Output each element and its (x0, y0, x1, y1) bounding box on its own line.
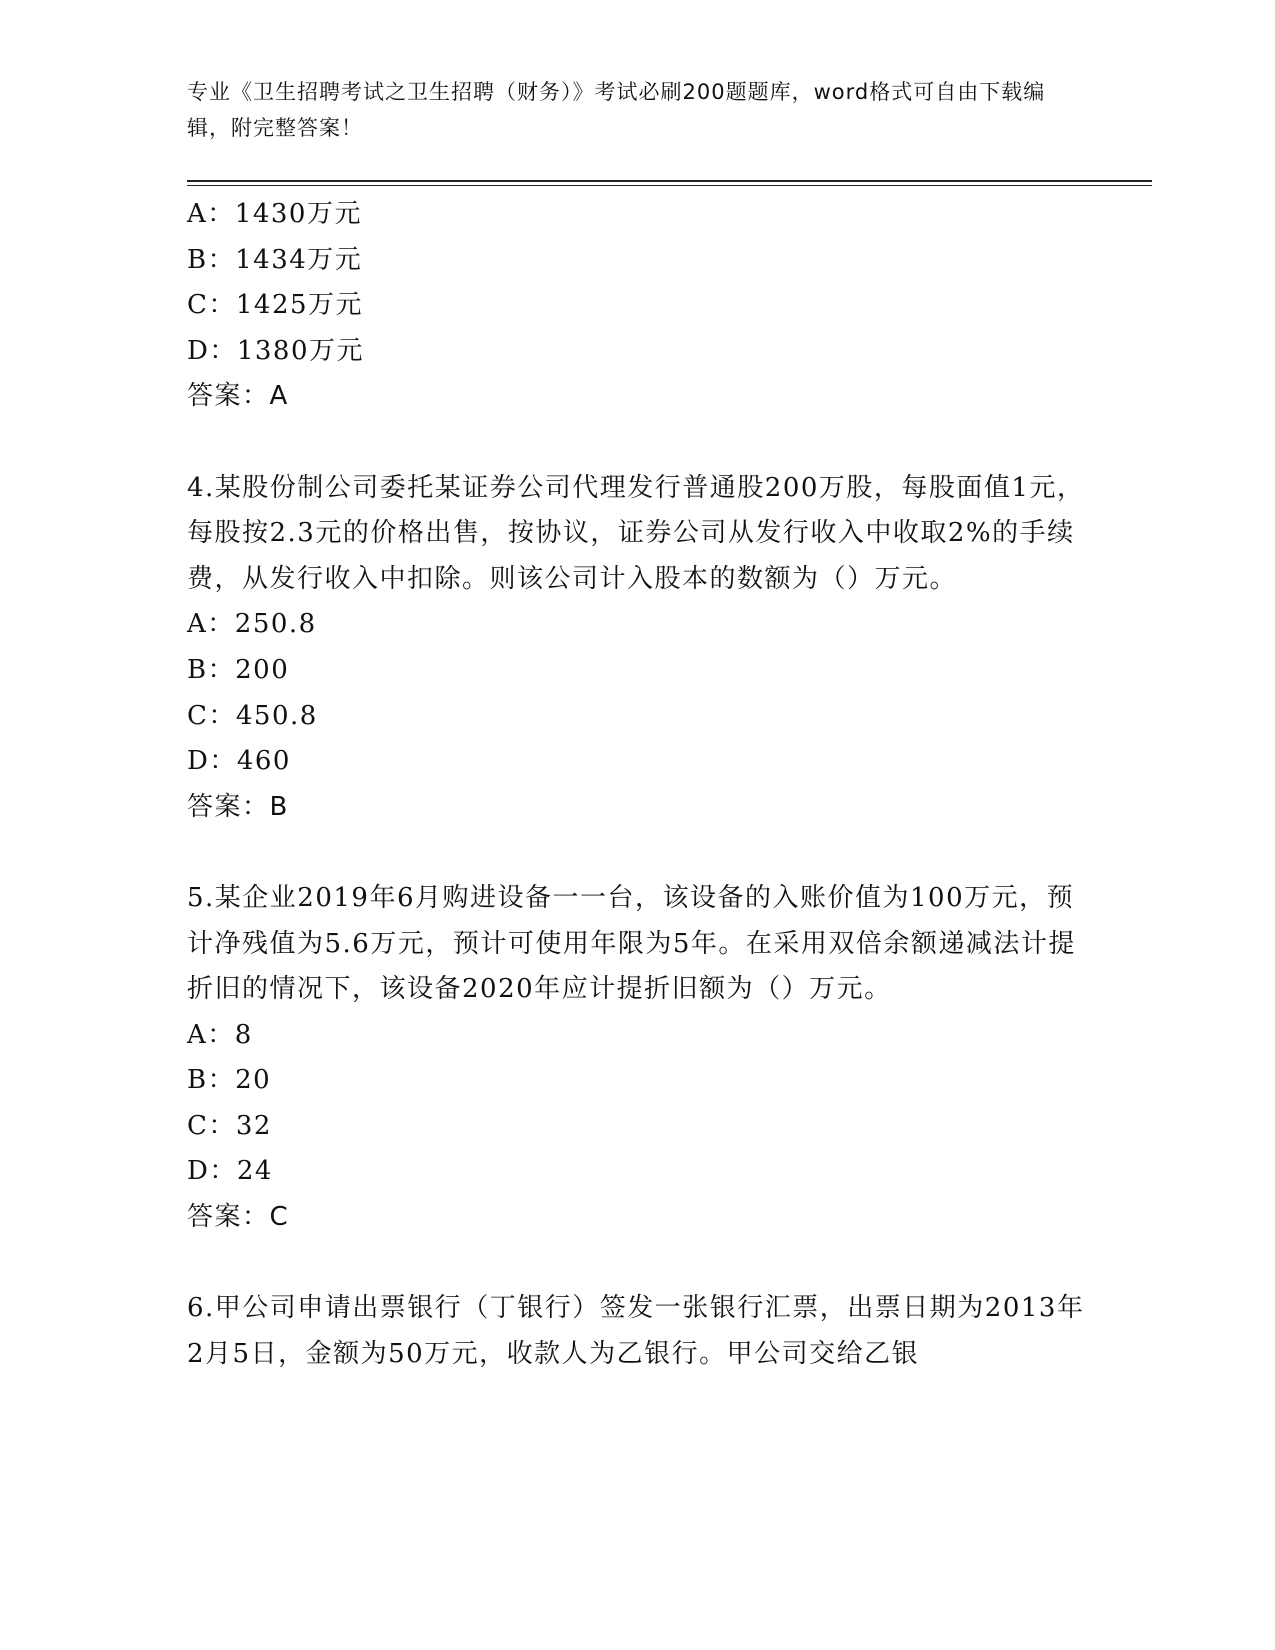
q5-option-c: C：32 (187, 1110, 272, 1141)
spacer (187, 1241, 1087, 1287)
q3-option-d: D：1380万元 (187, 335, 365, 366)
q4-option-b: B：200 (187, 654, 290, 685)
header-rule-thick (187, 180, 1152, 182)
q5-stem: 5.某企业2019年6月购进设备一一台，该设备的入账价值为100万元，预计净残值为5.6万元，预计可使用年限为5年。在采用双倍余额递减法计提折旧的情况下，该设备2020年应计提折旧额为（）万元。 (187, 882, 1076, 1005)
q5-option-d: D：24 (187, 1156, 273, 1187)
q3-answer: 答案：A (187, 381, 289, 412)
q5-option-b: B：20 (187, 1065, 272, 1096)
q4-option-d: D：460 (187, 746, 291, 777)
question-4 (187, 466, 1087, 831)
q4-answer: 答案：B (187, 791, 289, 822)
q4-option-a: A：250.8 (187, 609, 317, 640)
document-body (187, 192, 1087, 1377)
spacer (187, 830, 1087, 876)
q3-option-a: A：1430万元 (187, 199, 362, 229)
q5-answer: 答案：C (187, 1202, 290, 1233)
document-header (187, 74, 1067, 146)
q6-stem: 6.甲公司申请出票银行（丁银行）签发一张银行汇票，出票日期为2013年2月5日，金额为50万元，收款人为乙银行。甲公司交给乙银 (187, 1293, 1085, 1369)
spacer (187, 420, 1087, 466)
q3-option-b: B：1434万元 (187, 244, 363, 275)
q3-option-c: C：1425万元 (187, 290, 364, 321)
header-rule-thin (187, 185, 1152, 186)
q5-option-a: A：8 (187, 1019, 253, 1050)
question-3 (187, 192, 1087, 420)
header-title: 专业《卫生招聘考试之卫生招聘（财务）》考试必刷200题题库，word格式可自由下载编辑，附完整答案！ (187, 80, 1046, 140)
question-6 (187, 1286, 1087, 1377)
q4-option-c: C：450.8 (187, 700, 318, 731)
question-5 (187, 876, 1087, 1241)
q4-stem: 4.某股份制公司委托某证券公司代理发行普通股200万股，每股面值1元，每股按2.3元的价格出售，按协议，证券公司从发行收入中收取2%的手续费，从发行收入中扣除。则该公司计入股本的数额为（）万元。 (187, 472, 1085, 594)
